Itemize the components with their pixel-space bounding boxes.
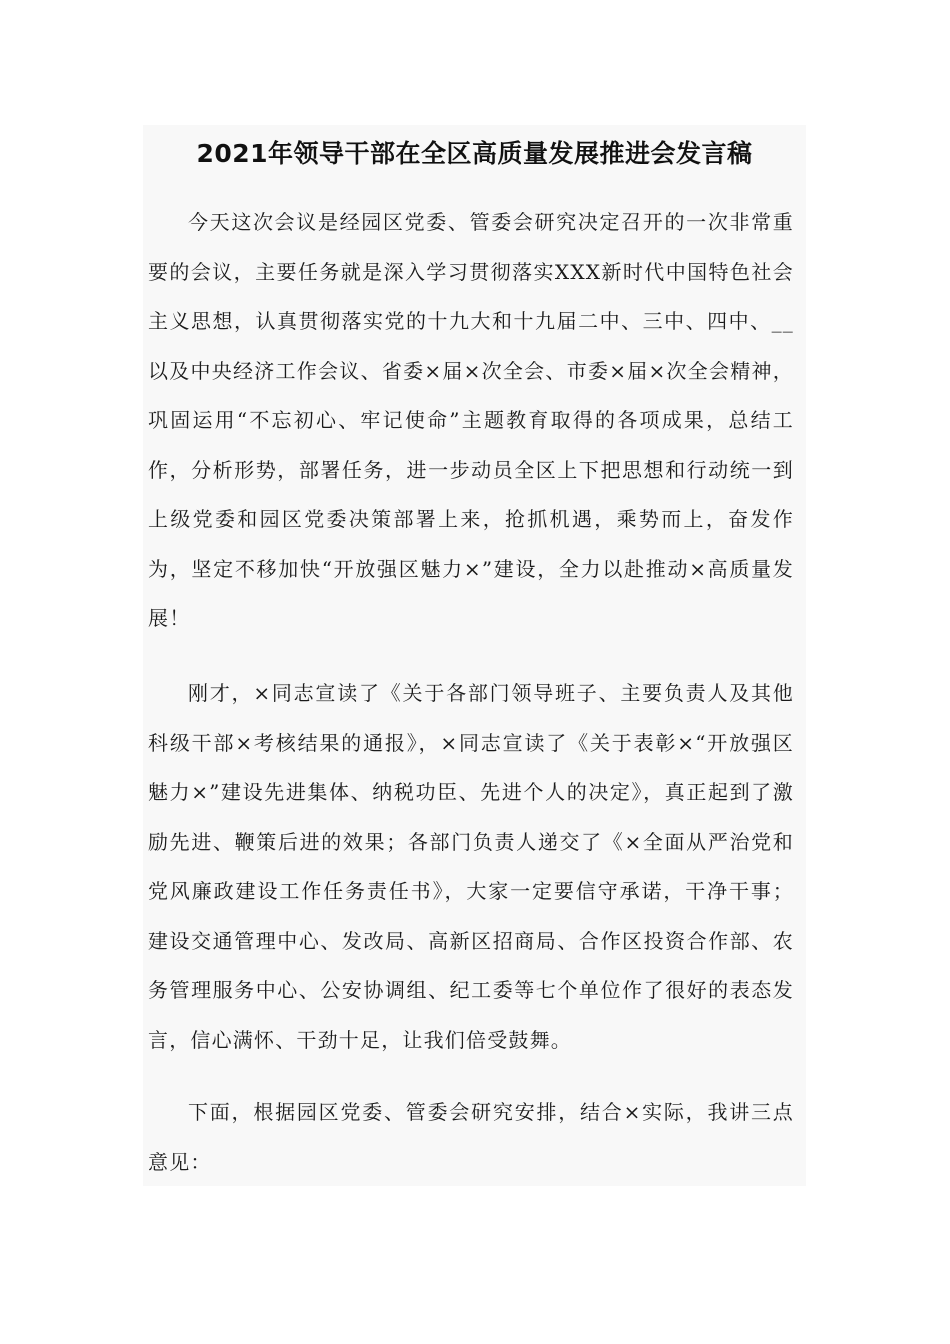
paragraph-opening: 今天这次会议是经园区党委、管委会研究决定召开的一次非常重要的会议，主要任务就是深入学习贯彻落实XXX新时代中国特色社会主义思想，认真贯彻落实党的十九大和十九届二中、三中、四中、__以及中央经济工作会议、省委×届×次全会、市委×届×次全会精神，巩固运用“不忘初心、牢记使命”主题教育取得的各项成果，总结工作，分析形势，部署任务，进一步动员全区上下把思想和行动统一到上级党委和园区党委决策部署上来，抢抓机遇，乘势而上，奋发作为，坚定不移加快“开放强区魅力×”建设，全力以赴推动×高质量发展！ xyxy=(148,210,794,630)
paragraph-review: 刚才，×同志宣读了《关于各部门领导班子、主要负责人及其他科级干部×考核结果的通报》，×同志宣读了《关于表彰×“开放强区魅力×”建设先进集体、纳税功臣、先进个人的决定》，真正起到了激励先进、鞭策后进的效果；各部门负责人递交了《×全面从严治党和党风廉政建设工作任务责任书》，大家一定要信守承诺，干净干事；建设交通管理中心、发改局、高新区招商局、合作区投资合作部、农务管理服务中心、公安协调组、纪工委等七个单位作了很好的表态发言，信心满怀、干劲十足，让我们倍受鼓舞。 xyxy=(148,681,794,1052)
paragraph-transition: 下面，根据园区党委、管委会研究安排，结合×实际，我讲三点意见： xyxy=(148,1100,794,1174)
document-title: 2021年领导干部在全区高质量发展推进会发言稿 xyxy=(196,139,753,168)
